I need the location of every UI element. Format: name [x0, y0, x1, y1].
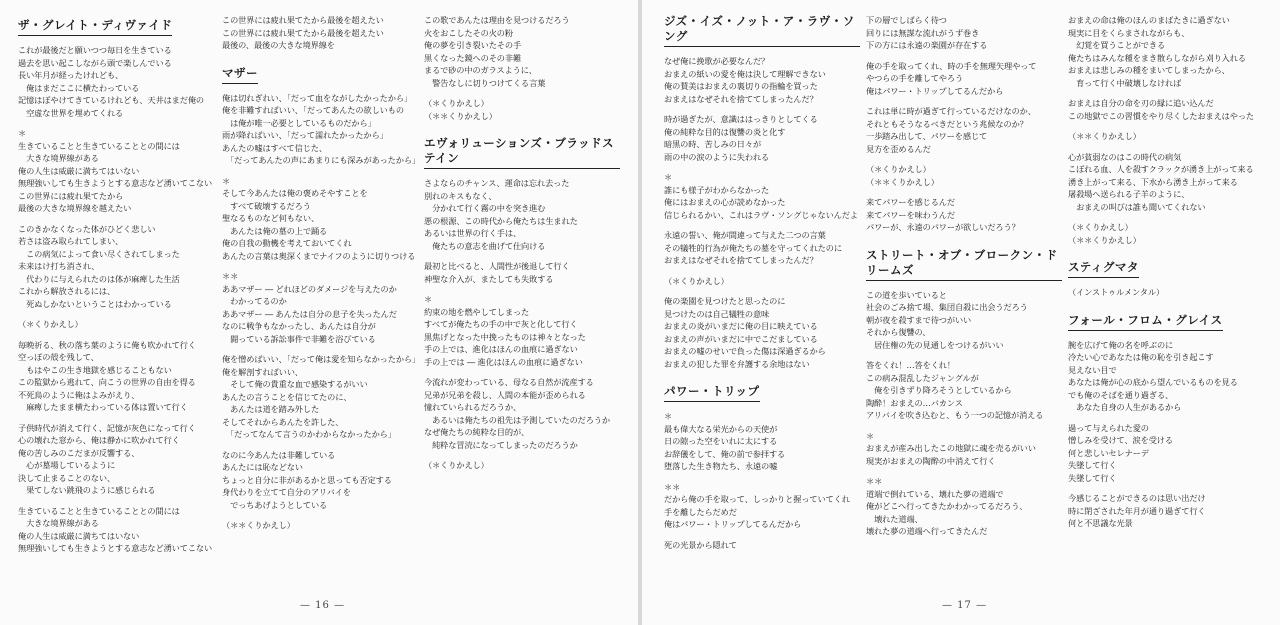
lyric-song: [1068, 14, 1264, 246]
lyric-line: 麻痺したまま横たわっている体は置いて行く: [18, 402, 188, 412]
column-1: [18, 14, 214, 563]
page-number: — 16 —: [300, 600, 346, 611]
lyric-stanza: [866, 196, 1062, 234]
lyric-line: 神聖な介入が、またしても失敗する: [424, 273, 554, 284]
lyric-line: おまえの叫びは誰も聞いてくれない: [1068, 201, 1206, 212]
lyric-line: なのに戦争もなかったし、あんたは自分が: [222, 321, 376, 331]
lyric-song: [664, 14, 860, 370]
lyric-line: 冷たい心であなたは俺の恥を引き起こす: [1068, 352, 1214, 362]
lyric-line: 俺はパワー・トリップしてるんだから: [866, 85, 1004, 96]
lyric-stanza: [222, 14, 418, 52]
lyric-line: ＊: [18, 128, 27, 138]
lyric-line: 信じられるかい、これはラヴ・ソングじゃないんだよ: [664, 209, 858, 220]
lyric-song: [424, 14, 620, 122]
lyric-line: 来てパワーを感じるんだ: [866, 197, 955, 207]
lyric-line: 未来はけ打ち消され、: [18, 261, 100, 271]
lyric-stanza: [866, 289, 1062, 352]
lyric-stanza: [18, 223, 214, 311]
lyric-line: ＊: [664, 411, 673, 421]
lyric-line: 憧れていられるだろうか、: [424, 402, 522, 412]
lyric-stanza: [664, 539, 860, 552]
lyric-line: 長い年月が経ったけれども、: [18, 70, 124, 80]
lyric-stanza: [664, 275, 860, 288]
lyric-line: 俺は切れぎれい、「だって血をながしたかったから」: [222, 92, 413, 103]
lyric-line: （＊＊くりかえし）: [424, 110, 497, 121]
lyric-line: おまえの犯した罪を弁護する余地はない: [664, 358, 810, 369]
song-title: ストリート・オブ・ブロークン・ドリームズ: [866, 248, 1062, 281]
lyric-line: この歌であんたは理由を見つけるだろう: [424, 15, 570, 25]
lyric-line: おまえの紙いの愛を俺は決して理解できない: [664, 68, 826, 79]
lyric-line: あんたの言葉は奥深くまでナイフのように切りつける: [222, 250, 416, 261]
lyric-line: ＊: [664, 172, 673, 182]
lyric-line: 大きな境界線がある: [18, 518, 99, 528]
lyric-line: ＊: [424, 294, 433, 304]
lyric-line: この病気によって食い尽くされてしまった: [18, 248, 180, 259]
lyric-line: 毎晩祈る、秋の落ち葉のように俺も吹かれて行く: [18, 339, 196, 350]
lyric-line: この監獄から逃れて、向こうの世界の自由を得る: [18, 377, 196, 387]
lyric-line: 聖なるものなど何もない、: [222, 213, 320, 223]
lyric-line: 俺たちの意志を曲げて仕向ける: [424, 240, 546, 251]
lyric-line: （＊＊くりかえし）: [1068, 131, 1141, 141]
lyric-line: なのに今あんたは非難している: [222, 449, 336, 460]
lyric-stanza: [1068, 492, 1264, 530]
lyric-line: だから俺の手を取って、しっかりと握っていてくれ: [664, 494, 850, 504]
lyric-line: 今感じることができるのは思い出だけ: [1068, 493, 1206, 503]
lyric-stanza: [424, 14, 620, 89]
lyric-line: 約束の地を燃やしてしまった: [424, 306, 530, 317]
lyric-line: あんたの嘘はすべて信じた、: [222, 142, 327, 153]
lyric-line: ちょっと自分に非があるかと思っても否定する: [222, 474, 392, 485]
lyric-line: 黒くなった鏡へのその非難: [424, 52, 522, 63]
lyric-line: おまえは悲しみの種をまいてしまったから、: [1068, 65, 1230, 75]
lyric-line: 現実がおまえの陶酔の中消えて行く: [866, 455, 996, 466]
lyric-stanza: [424, 376, 620, 451]
lyric-stanza: [222, 353, 421, 441]
lyric-line: 失墜して行く: [1068, 472, 1117, 483]
lyric-stanza: [1068, 286, 1264, 299]
lyric-line: それから復讐の、: [866, 327, 931, 337]
lyric-line: （＊くりかえし）: [424, 460, 489, 470]
lyric-line: 屠殺場へ送られる子羊のように、: [1068, 189, 1190, 199]
lyric-line: パワーが、永遠のパワーが欲しいだろう？: [866, 222, 1020, 232]
lyric-line: 兄弟が兄弟を殺し、人間の本能が歪められる: [424, 389, 586, 400]
lyric-line: 俺を憎めばいい、「だって俺は愛を知らなかったから」: [222, 354, 421, 364]
lyric-stanza: [222, 519, 418, 532]
lyric-line: 俺たちはみんな種をまき散らしながら刈り入れる: [1068, 52, 1246, 63]
lyric-line: 憎しみを受けて、涙を受ける: [1068, 435, 1173, 445]
lyric-stanza: [866, 163, 1062, 188]
lyric-line: 下の方には永遠の楽園が存在する: [866, 40, 988, 50]
lyric-line: あんたは道を踏み外した: [222, 404, 320, 414]
lyric-line: 陶酔！おまえの…バカンス: [866, 397, 963, 408]
lyric-line: この世界には疲れ果てたから最後を超えたい: [222, 27, 384, 38]
lyric-stanza: [424, 260, 620, 285]
lyric-line: 堕落した生き物たち、永遠の嘘: [664, 461, 778, 471]
lyric-line: 俺の人生は威厳に満ちてはいない: [18, 165, 140, 176]
lyric-stanza: [222, 92, 421, 167]
lyric-line: 別れのキスもなく、: [424, 190, 497, 201]
lyric-song: [18, 14, 214, 555]
lyric-line: 育って行く中破壊しなければ: [1068, 77, 1182, 88]
lyric-line: 最も偉大なる栄光からの天使が: [664, 423, 778, 434]
lyric-line: ああマザー ― あんたは自分の息子を失ったんだ: [222, 308, 397, 319]
lyric-line: なぜ俺たちの純粋な目的が、: [424, 427, 530, 437]
lyric-line: （＊くりかえし）: [1068, 222, 1133, 232]
lyric-line: 生きていることと生きていることとの間には: [18, 505, 180, 516]
lyric-stanza: [1068, 14, 1264, 89]
lyric-line: （＊くりかえし）: [424, 98, 489, 108]
lyric-line: 何と悲しいセレナーデ: [1068, 447, 1149, 458]
lyric-line: 無理強いしても生きようとする意志など湧いてこない: [18, 178, 213, 188]
column-3: [424, 14, 620, 480]
lyric-line: おまえはなぜそれを捨ててしまったんだ？: [664, 93, 818, 104]
lyric-stanza: [18, 422, 214, 497]
song-title: マザー: [222, 66, 258, 84]
lyric-line: この世界には疲れ果てたから最後を超えたい: [222, 15, 384, 25]
lyric-song: [222, 60, 421, 532]
lyric-line: （＊＊くりかえし）: [866, 176, 939, 187]
lyric-line: あんたには恥などない: [222, 462, 303, 472]
lyric-line: 何と不思議な光景: [1068, 518, 1133, 528]
lyric-line: おまえの炎がいまだに俺の目に映えている: [664, 321, 818, 331]
lyric-line: あんたの言うことを信じてたのに、: [222, 391, 352, 402]
lyric-line: この道を歩いていると: [866, 289, 947, 300]
lyric-line: 無理強いしても生きようとする意志など湧いてこない: [18, 543, 213, 553]
lyric-line: これは単に時が過ぎて行っているだけなのか、: [866, 106, 1036, 116]
lyric-line: 俺の純粋な目的は復讐の炎と化す: [664, 126, 786, 137]
lyric-line: 若さは盗み取られてしまい、: [18, 236, 124, 246]
lyric-line: 記憶はぼやけてきているけれども、天井はまだ俺の: [18, 95, 205, 105]
lyric-line: 俺の人生は威厳に満ちてはいない: [18, 530, 140, 541]
lyric-line: 悪の根源、この時代から俺たちは生まれた: [424, 215, 578, 226]
lyric-stanza: [866, 430, 1062, 468]
lyric-line: 俺にはおまえの心が読めなかった: [664, 197, 786, 207]
lyric-line: 死ぬしかないということはわかっている: [18, 298, 172, 309]
column-2: [866, 14, 1062, 546]
lyric-line: これから解放されるには、: [18, 286, 116, 296]
lyric-line: （＊くりかえし）: [664, 275, 729, 286]
lyric-line: 純粋な冒涜になってしまったのだろうか: [424, 439, 578, 450]
lyric-line: この地獄でこの習慣をやり尽くしたおまえはやった: [1068, 110, 1255, 121]
lyric-stanza: [664, 113, 860, 163]
lyric-line: 俺の苦しみのこだまが反響する、: [18, 447, 140, 458]
lyric-line: ＊: [222, 175, 231, 186]
lyric-stanza: [222, 449, 418, 512]
lyric-line: もはやこの生き地獄を感じることもない: [18, 364, 172, 375]
lyric-line: 警告なしに切りつけてくる言葉: [424, 77, 546, 88]
lyric-line: この世界には疲れ果てたから: [18, 190, 124, 201]
lyric-line: 黒焦げとなった中挽ったものは神々となった: [424, 331, 586, 342]
lyric-line: 来てパワーを味わうんだ: [866, 209, 955, 220]
lyric-line: 現実に目をくらまされながらも、: [1068, 27, 1190, 38]
lyric-line: 永遠の誓い、俺が間違って与えた二つの言葉: [664, 230, 826, 240]
lyric-line: 俺を解剖すればいい、: [222, 366, 303, 377]
lyric-line: そして俺の貴重な血で感染するがいい: [222, 379, 368, 389]
lyric-line: すべて破壊するだろう: [222, 200, 311, 211]
lyric-stanza: [424, 97, 620, 122]
lyric-line: 答をくれ！…答をくれ！: [866, 360, 955, 370]
lyric-line: それともそうなるべきだという兆候なのか？: [866, 118, 1028, 129]
lyric-stanza: [866, 105, 1062, 155]
lyric-line: 俺を引きずり降ろそうとしているから: [866, 385, 1012, 395]
lyric-line: お辞儀をして、俺の前で参拝する: [664, 448, 786, 459]
lyric-stanza: [1068, 97, 1264, 122]
lyric-line: 道端で倒れている、壊れた夢の道端で: [866, 488, 1004, 499]
lyric-line: 俺の夢を引き裂いたその手: [424, 40, 522, 50]
lyric-stanza: [1068, 130, 1264, 143]
song-title: パワー・トリップ: [664, 384, 760, 402]
lyric-line: （＊＊くりかえし）: [222, 520, 295, 530]
lyric-line: おまえは自分の命を刃の縁に追い込んだ: [1068, 98, 1214, 108]
lyric-line: ああマザー ― どれほどのダメージを与えたのか: [222, 283, 397, 294]
column-1: [664, 14, 860, 559]
lyric-line: 俺がどこへ行ってきたかわかってるだろう、: [866, 501, 1028, 511]
lyric-stanza: [866, 475, 1062, 538]
lyric-line: 俺の自我の動機を考えておいてくれ: [222, 238, 352, 248]
lyric-line: 俺の楽園を見つけたと思ったのに: [664, 296, 786, 306]
song-title: フォール・フロム・グレイス: [1068, 313, 1223, 331]
column-2: [222, 14, 421, 540]
lyric-stanza: [1068, 339, 1264, 414]
lyric-line: 闘っている訴訟事件で非難を浴びている: [222, 333, 376, 344]
lyric-line: 俺はパワー・トリップしてるんだから: [664, 519, 802, 529]
lyric-line: このきかなくなった体がひどく悲しい: [18, 223, 156, 234]
lyric-song: [866, 242, 1062, 538]
lyric-line: 朝が夜を殺すまで待つがいい: [866, 314, 972, 325]
lyric-line: 手の上では ― 進化はほんの血痕に過ぎない: [424, 356, 583, 367]
lyric-line: 雨が降ればいい、「だって濡れたかったから」: [222, 130, 388, 140]
lyric-line: 幻覚を買うことができる: [1068, 40, 1166, 50]
lyric-line: これが最後だと願いつつ毎日を生きている: [18, 45, 172, 55]
lyric-line: まるで砂の中のガラスように、: [424, 65, 537, 75]
lyric-line: 壊れた道端、: [866, 513, 923, 524]
lyric-line: 分かれて行く霧の中を突き進む: [424, 203, 546, 213]
lyric-line: 火をおこしたその火の粉: [424, 27, 513, 38]
lyric-line: この病み混乱したジャングルが: [866, 372, 979, 383]
lyric-stanza: [866, 14, 1062, 52]
lyric-line: 暗黒の時、苦しみの日々が: [664, 139, 762, 149]
lyric-line: 下の層でしばらく待つ: [866, 15, 947, 25]
song-title: エヴォリューションズ・ブラッドステイン: [424, 136, 620, 169]
lyric-line: 見方を歪めるんだ: [866, 143, 931, 154]
lyric-line: あなたは俺が心の底から望んでいるものを見る: [1068, 377, 1238, 387]
lyric-line: 「だってあんたの声にあまりにも深みがあったから」: [222, 155, 421, 165]
lyric-line: 見つけたのは自己犠牲の意味: [664, 308, 770, 319]
page-number: — 17 —: [942, 600, 988, 611]
lyric-line: （＊くりかえし）: [18, 319, 83, 329]
lyric-stanza: [18, 318, 214, 331]
lyric-line: 心が貧弱なのはこの時代の病気: [1068, 151, 1182, 162]
lyric-line: そしてそれからあんたを許した、: [222, 416, 344, 427]
lyric-line: 身代わりを立てて自分のアリバイを: [222, 487, 351, 497]
lyric-stanza: [18, 339, 214, 414]
lyric-line: あんたは俺の墓の上で踊る: [222, 225, 328, 236]
lyric-line: 心が墓場しているように: [18, 460, 116, 470]
lyric-stanza: [866, 60, 1062, 98]
lyric-line: 誰にも様子がわからなかった: [664, 184, 770, 195]
lyric-line: でっちあげようとしている: [222, 499, 328, 510]
lyric-stanza: [424, 177, 620, 252]
lyric-line: 時が過ぎたが、意識ははっきりとしてくる: [664, 114, 818, 124]
lyric-song: [664, 378, 860, 551]
lyric-line: 最後の、最後の大きな境界線を: [222, 40, 335, 50]
lyric-stanza: [1068, 422, 1264, 485]
lyric-line: 俺の賛美はおまえの裏切りの指輪を買った: [664, 81, 818, 91]
lyric-line: 代わりに与えられたのは体が麻痺した生活: [18, 273, 180, 284]
lyric-line: 俺はまだここに横たわっている: [18, 82, 140, 93]
lyric-stanza: [18, 127, 214, 215]
lyric-line: （＊＊くりかえし）: [1068, 234, 1141, 245]
lyric-line: 生きていることと生きていることとの間には: [18, 140, 180, 151]
lyric-line: おまえの声がいまだに中でこだましている: [664, 333, 818, 344]
lyric-line: おまえが産み出したこの地獄に魂を売るがいい: [866, 443, 1036, 453]
lyric-line: アリバイを吹き込むと、もう一つの記憶が消える: [866, 410, 1044, 420]
lyric-stanza: [18, 505, 214, 555]
lyric-line: 壊れた夢の道端へ行ってきたんだ: [866, 526, 988, 536]
lyric-line: さよならのチャンス、運命は忘れ去った: [424, 178, 570, 188]
lyric-line: ＊＊: [222, 271, 239, 281]
lyric-line: やつらの手を離してやろう: [866, 73, 964, 83]
lyric-song: [1068, 307, 1264, 530]
lyric-line: 決して止まることのない、: [18, 472, 116, 483]
lyric-line: その犠牲的行為が俺たちの墓を守ってくれたのに: [664, 242, 842, 253]
lyric-line: 見えない目で: [1068, 364, 1117, 375]
lyric-line: ＊: [866, 430, 875, 441]
lyric-line: 最後の大きな境界線を越えたい: [18, 203, 132, 213]
lyric-line: こぼれる血、人を殺すクラックが湧き上がって来る: [1068, 164, 1254, 174]
lyric-line: ＊＊: [664, 481, 681, 492]
lyric-line: 手を離したらだめだ: [664, 506, 737, 517]
lyric-line: 腕を広げて俺の名を呼ぶのに: [1068, 339, 1174, 350]
lyric-line: 雨の中の涙のように失われる: [664, 151, 770, 162]
column-3: [1068, 14, 1264, 538]
lyric-line: 日の隙った空をいれに太にする: [664, 436, 778, 446]
lyric-song: [222, 14, 418, 52]
lyric-song: [424, 130, 620, 472]
page-right: [642, 0, 1280, 625]
lyric-song: [866, 14, 1062, 234]
lyric-stanza: [866, 359, 1062, 422]
lyric-stanza: [664, 55, 860, 105]
lyric-stanza: [18, 44, 214, 119]
lyric-line: 湧き上がって来る、下水から湧き上がって来る: [1068, 176, 1238, 187]
lyric-line: 一歩踏み出して、パワーを感じて: [866, 131, 988, 141]
lyric-line: （インストゥルメンタル）: [1068, 287, 1165, 297]
lyric-line: あるいは俺たちの祖先は予測していたのだろうか: [424, 414, 611, 425]
lyric-line: 死の光景から隠れて: [664, 539, 737, 550]
lyric-stanza: [664, 410, 860, 473]
lyric-line: 「だってなんて言うのかわからなかったから」: [222, 429, 396, 439]
lyric-stanza: [664, 481, 860, 531]
lyric-stanza: [664, 229, 860, 267]
lyric-line: でも俺のそばを通り過ぎる、: [1068, 389, 1174, 400]
lyric-line: 俺を非難すればいい、「だってあんたの欲しいもの: [222, 105, 404, 115]
song-title: ザ・グレイト・ディヴァイド: [18, 18, 172, 36]
page-left: [0, 0, 638, 625]
lyric-line: わかってるのか: [222, 296, 287, 306]
lyric-stanza: [664, 171, 860, 221]
lyric-line: 大きな境界線がある: [18, 153, 99, 163]
lyric-line: あるいは世界の行く手は、: [424, 228, 522, 238]
lyric-line: なぜ俺に挽歌が必要なんだ？: [664, 56, 770, 66]
lyric-stanza: [424, 459, 620, 472]
lyric-line: 手の上では、進化はほんの血痕に過ぎない: [424, 344, 578, 354]
song-title: スティグマタ: [1068, 260, 1139, 278]
lyric-line: おまえの命は俺のほんのまばたきに過ぎない: [1068, 15, 1230, 25]
lyric-line: 空虚な世界を埋めてくれる: [18, 107, 124, 118]
lyric-line: （＊くりかえし）: [866, 164, 931, 174]
lyric-line: あなた自身の人生があるから: [1068, 402, 1182, 412]
lyric-line: 子供時代が消えて行く、記憶が灰色になって行く: [18, 422, 196, 433]
lyric-line: 居住権の先の見通しをつけるがいい: [866, 339, 1004, 350]
lyric-line: 不死鳥のように俺はよみがえり、: [18, 389, 140, 400]
lyric-line: おまえはなぜそれを捨ててしまったんだ？: [664, 255, 818, 265]
lyric-line: 空っぽの殻を残して、: [18, 352, 99, 362]
lyric-stanza: [222, 175, 418, 263]
song-title: ジズ・イズ・ノット・ア・ラヴ・ソング: [664, 14, 860, 47]
lyric-line: すべてが俺たちの手の中で灰と化して行く: [424, 319, 578, 329]
lyric-line: 最初と比べると、人間性が後退して行く: [424, 261, 570, 271]
lyric-line: 今流れが変わっている、母なる自然が流産する: [424, 377, 594, 387]
lyric-stanza: [1068, 151, 1264, 214]
lyric-line: ＊＊: [866, 476, 883, 486]
lyric-line: 過って与えられた愛の: [1068, 422, 1149, 433]
lyric-line: 過去を思い起こしながら頭で楽しんでいる: [18, 57, 172, 68]
lyric-line: おまえの嘘のせいで負った傷は深過ぎるから: [664, 346, 826, 356]
lyric-line: 回りには無謀な流れがうず巻き: [866, 27, 980, 38]
lyric-song: [1068, 254, 1264, 299]
lyric-line: 俺の手を取ってくれ、時の手を無理矢理やって: [866, 60, 1037, 71]
lyric-line: 時に閉ざされた年月が通り過ぎて行く: [1068, 505, 1206, 516]
lyric-line: 社会のごみ捨て場、集団自殺に出会うだろう: [866, 302, 1028, 312]
lyric-stanza: [222, 270, 418, 345]
lyric-stanza: [1068, 221, 1264, 246]
lyric-line: 果てしない跳飛のように感じられる: [18, 485, 156, 495]
lyric-line: 失墜して行く: [1068, 460, 1117, 470]
lyric-line: 心の壊れた窓から、俺は静かに吹かれて行く: [18, 435, 180, 445]
lyric-line: そして今あんたは俺の褒めそやすことを: [222, 188, 368, 198]
lyric-stanza: [664, 295, 860, 370]
lyric-line: は俺が唯一必要としているものだから」: [222, 117, 376, 128]
lyric-stanza: [424, 293, 620, 368]
